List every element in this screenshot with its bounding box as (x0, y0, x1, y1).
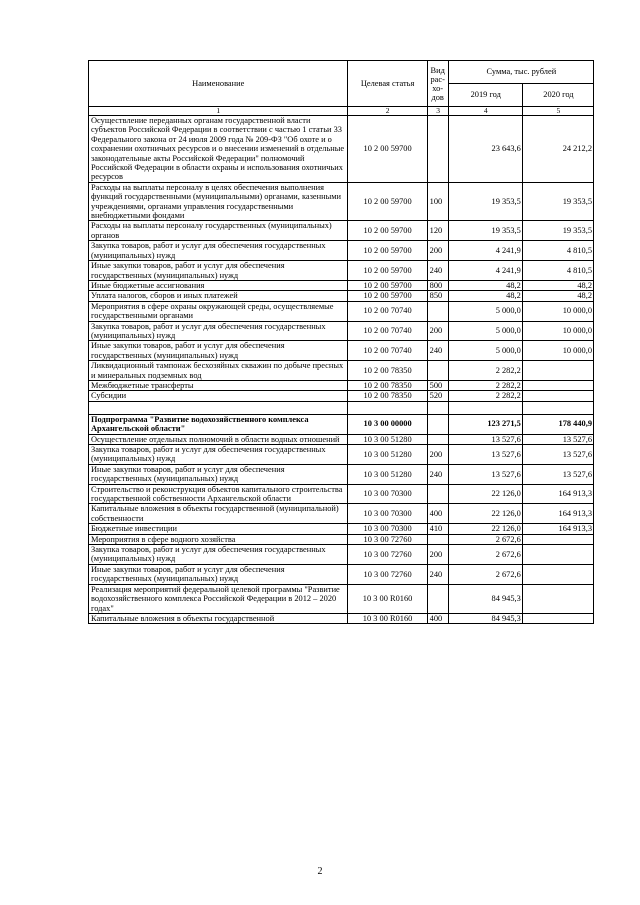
table-row (89, 380, 594, 390)
row-2019: 19 353,5 (448, 221, 522, 241)
table-row (89, 545, 594, 565)
row-2019: 22 126,0 (448, 504, 522, 524)
row-vid: 200 (427, 545, 448, 565)
column-number: 5 (522, 107, 593, 116)
page-number: 2 (317, 866, 323, 877)
row-2019: 2 672,6 (448, 564, 522, 584)
row-name: Подпрограмма "Развитие водохозяйственного комплекса Архангельской области" (89, 414, 348, 434)
row-2020: 13 527,6 (522, 464, 593, 484)
column-number: 1 (89, 107, 348, 116)
row-name: Иные закупки товаров, работ и услуг для обеспечения государственных (муниципальных) нужд (89, 261, 348, 281)
row-name: Иные закупки товаров, работ и услуг для обеспечения государственных (муниципальных) нужд (89, 341, 348, 361)
row-code: 10 3 00 00000 (347, 414, 427, 434)
table-row (89, 613, 594, 623)
row-vid: 240 (427, 341, 448, 361)
row-vid (427, 534, 448, 544)
row-vid: 240 (427, 261, 448, 281)
row-name: Закупка товаров, работ и услуг для обеспечения государственных (муниципальных) нужд (89, 241, 348, 261)
row-2019: 84 945,3 (448, 613, 522, 623)
row-code: 10 2 00 78350 (347, 361, 427, 381)
table-row (89, 280, 594, 290)
row-2020: 164 913,3 (522, 524, 593, 534)
row-vid (427, 484, 448, 504)
row-2019: 5 000,0 (448, 341, 522, 361)
row-code: 10 2 00 59700 (347, 116, 427, 183)
row-vid: 520 (427, 391, 448, 401)
row-2019: 22 126,0 (448, 524, 522, 534)
row-code: 10 2 00 59700 (347, 280, 427, 290)
row-2019: 5 000,0 (448, 321, 522, 341)
row-2020: 13 527,6 (522, 434, 593, 444)
row-code: 10 2 00 78350 (347, 391, 427, 401)
row-vid (427, 361, 448, 381)
row-2020: 13 527,6 (522, 445, 593, 465)
row-2020: 4 810,5 (522, 261, 593, 281)
row-2020: 10 000,0 (522, 301, 593, 321)
row-2020: 164 913,3 (522, 484, 593, 504)
row-name: Межбюджетные трансферты (89, 380, 348, 390)
row-name: Иные закупки товаров, работ и услуг для обеспечения государственных (муниципальных) нужд (89, 464, 348, 484)
column-number: 4 (448, 107, 522, 116)
table-row (89, 221, 594, 241)
row-name: Расходы на выплаты персоналу государственных (муниципальных) органов (89, 221, 348, 241)
table-row (89, 445, 594, 465)
row-2019: 2 672,6 (448, 534, 522, 544)
row-2020 (522, 534, 593, 544)
table-row (89, 321, 594, 341)
row-2019: 5 000,0 (448, 301, 522, 321)
row-code: 10 3 00 72760 (347, 534, 427, 544)
row-code: 10 2 00 59700 (347, 241, 427, 261)
row-code: 10 2 00 59700 (347, 221, 427, 241)
row-vid (427, 434, 448, 444)
row-code: 10 3 00 51280 (347, 445, 427, 465)
row-2019: 48,2 (448, 291, 522, 301)
row-2019: 2 282,2 (448, 380, 522, 390)
table-row (89, 434, 594, 444)
row-name: Капитальные вложения в объекты государственной (89, 613, 348, 623)
row-code: 10 2 00 59700 (347, 182, 427, 221)
table-row (89, 534, 594, 544)
table-header-row (89, 61, 594, 84)
table-row (89, 391, 594, 401)
row-name (89, 401, 348, 414)
row-name: Реализация мероприятий федеральной целевой программы "Развитие водохозяйственного комплекса Российской Федерации в 2012 – 2020 годах" (89, 584, 348, 613)
row-name: Закупка товаров, работ и услуг для обеспечения государственных (муниципальных) нужд (89, 321, 348, 341)
table-row (89, 261, 594, 281)
row-2020 (522, 613, 593, 623)
row-2020: 164 913,3 (522, 504, 593, 524)
row-vid (427, 584, 448, 613)
header-vid-line: хо- (432, 83, 444, 93)
row-2020: 48,2 (522, 280, 593, 290)
row-code: 10 3 00 72760 (347, 564, 427, 584)
row-vid: 850 (427, 291, 448, 301)
row-2020 (522, 401, 593, 414)
row-vid (427, 116, 448, 183)
header-vid-line: рас- (430, 74, 445, 84)
table-row-blank (89, 401, 594, 414)
column-number: 2 (347, 107, 427, 116)
row-2020: 48,2 (522, 291, 593, 301)
row-name: Мероприятия в сфере водного хозяйства (89, 534, 348, 544)
row-code: 10 3 00 51280 (347, 434, 427, 444)
row-2019: 23 643,6 (448, 116, 522, 183)
header-target: Целевая статья (347, 61, 427, 107)
row-name: Бюджетные инвестиции (89, 524, 348, 534)
row-name: Капитальные вложения в объекты государственной (муниципальной) собственности (89, 504, 348, 524)
budget-table (88, 60, 594, 624)
row-vid: 200 (427, 241, 448, 261)
row-name: Строительство и реконструкция объектов капитального строительства государственной собственности Архангельской области (89, 484, 348, 504)
row-code: 10 3 00 R0160 (347, 584, 427, 613)
row-code: 10 3 00 70300 (347, 524, 427, 534)
row-vid: 120 (427, 221, 448, 241)
header-sum: Сумма, тыс. рублей (448, 61, 593, 84)
row-vid: 200 (427, 321, 448, 341)
row-vid: 500 (427, 380, 448, 390)
row-vid: 240 (427, 464, 448, 484)
table-row (89, 341, 594, 361)
row-code: 10 3 00 72760 (347, 545, 427, 565)
row-2019: 13 527,6 (448, 445, 522, 465)
row-2020 (522, 380, 593, 390)
row-code: 10 2 00 59700 (347, 261, 427, 281)
row-2019 (448, 401, 522, 414)
header-vid-line: дов (431, 92, 444, 102)
row-2020: 10 000,0 (522, 341, 593, 361)
row-vid (427, 301, 448, 321)
row-vid (427, 414, 448, 434)
column-number: 3 (427, 107, 448, 116)
row-code: 10 2 00 59700 (347, 291, 427, 301)
row-code: 10 3 00 70300 (347, 504, 427, 524)
table-row (89, 291, 594, 301)
row-2020: 4 810,5 (522, 241, 593, 261)
row-2020: 10 000,0 (522, 321, 593, 341)
table-row (89, 464, 594, 484)
row-name: Мероприятия в сфере охраны окружающей среды, осуществляемые государственными органами (89, 301, 348, 321)
row-2019: 19 353,5 (448, 182, 522, 221)
row-2020 (522, 584, 593, 613)
table-row (89, 182, 594, 221)
row-code: 10 2 00 70740 (347, 301, 427, 321)
row-vid: 800 (427, 280, 448, 290)
row-name: Иные бюджетные ассигнования (89, 280, 348, 290)
row-2019: 2 672,6 (448, 545, 522, 565)
table-row (89, 584, 594, 613)
row-2019: 48,2 (448, 280, 522, 290)
row-2019: 22 126,0 (448, 484, 522, 504)
column-number-row (89, 107, 594, 116)
row-2019: 84 945,3 (448, 584, 522, 613)
header-vid-line: Вид (430, 65, 445, 75)
table-row (89, 361, 594, 381)
row-name: Закупка товаров, работ и услуг для обеспечения государственных (муниципальных) нужд (89, 545, 348, 565)
row-code: 10 3 00 R0160 (347, 613, 427, 623)
header-vid (427, 61, 448, 107)
row-name: Осуществление отдельных полномочий в области водных отношений (89, 434, 348, 444)
table-row (89, 116, 594, 183)
header-name: Наименование (89, 61, 348, 107)
table-row (89, 241, 594, 261)
row-2019: 13 527,6 (448, 434, 522, 444)
header-2020: 2020 год (522, 84, 593, 107)
row-name: Субсидии (89, 391, 348, 401)
row-2019: 13 527,6 (448, 464, 522, 484)
row-code: 10 3 00 70300 (347, 484, 427, 504)
row-code: 10 2 00 70740 (347, 321, 427, 341)
row-name: Расходы на выплаты персоналу в целях обеспечения выполнения функций государственными (муниципальными) органами, казенными учреждениями, органами управления государственными внебюджетными фондами (89, 182, 348, 221)
row-2020: 19 353,5 (522, 221, 593, 241)
table-row (89, 524, 594, 534)
row-2020 (522, 564, 593, 584)
row-name: Иные закупки товаров, работ и услуг для обеспечения государственных (муниципальных) нужд (89, 564, 348, 584)
row-2020 (522, 361, 593, 381)
row-2020 (522, 391, 593, 401)
row-name: Закупка товаров, работ и услуг для обеспечения государственных (муниципальных) нужд (89, 445, 348, 465)
row-name: Осуществление переданных органам государственной власти субъектов Российской Федерации в соответствии с частью 1 статьи 33 Федерального закона от 24 июля 2009 года № 209-ФЗ "Об охоте и о сохранении охотничьих ресурсов и о внесении изменений в отдельные законодательные акты Российской Федерации" полномочий Российской Федерации в области охраны и использования охотничьих ресурсов (89, 116, 348, 183)
row-2019: 2 282,2 (448, 361, 522, 381)
row-2019: 123 271,5 (448, 414, 522, 434)
row-code: 10 2 00 70740 (347, 341, 427, 361)
row-2019: 4 241,9 (448, 241, 522, 261)
row-2019: 2 282,2 (448, 391, 522, 401)
row-2020: 24 212,2 (522, 116, 593, 183)
table-row (89, 301, 594, 321)
row-2019: 4 241,9 (448, 261, 522, 281)
row-vid: 100 (427, 182, 448, 221)
row-vid: 400 (427, 613, 448, 623)
row-2020 (522, 545, 593, 565)
row-code: 10 2 00 78350 (347, 380, 427, 390)
table-row (89, 564, 594, 584)
row-vid: 200 (427, 445, 448, 465)
row-name: Ликвидационный тампонаж бесхозяйных скважин по добыче пресных и минеральных подземных вод (89, 361, 348, 381)
row-name: Уплата налогов, сборов и иных платежей (89, 291, 348, 301)
row-code: 10 3 00 51280 (347, 464, 427, 484)
row-vid: 240 (427, 564, 448, 584)
row-vid (427, 401, 448, 414)
row-vid: 400 (427, 504, 448, 524)
row-vid: 410 (427, 524, 448, 534)
table-row (89, 504, 594, 524)
row-2020: 19 353,5 (522, 182, 593, 221)
table-row (89, 484, 594, 504)
table-row (89, 414, 594, 434)
row-code (347, 401, 427, 414)
row-2020: 178 440,9 (522, 414, 593, 434)
header-2019: 2019 год (448, 84, 522, 107)
